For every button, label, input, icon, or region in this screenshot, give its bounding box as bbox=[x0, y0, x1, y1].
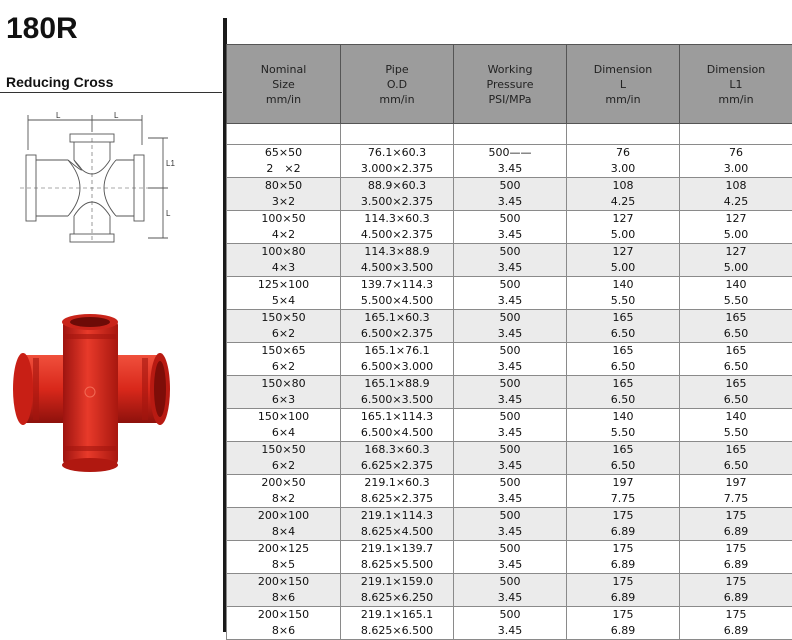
cell-nominal-size: 80×50 3×2 bbox=[227, 178, 341, 211]
cell-working-pressure: 500 3.45 bbox=[454, 541, 567, 574]
cell-working-pressure: 500—— 3.45 bbox=[454, 145, 567, 178]
cell-pipe-od: 114.3×88.9 4.500×3.500 bbox=[341, 244, 454, 277]
cell-dimension-l1: 108 4.25 bbox=[680, 178, 792, 211]
table-row bbox=[227, 508, 792, 541]
cell-dimension-l: 175 6.89 bbox=[567, 574, 680, 607]
cell-dimension-l: 165 6.50 bbox=[567, 442, 680, 475]
cell-working-pressure: 500 3.45 bbox=[454, 475, 567, 508]
cell-dimension-l1: 165 6.50 bbox=[680, 442, 792, 475]
cell-dimension-l1: 165 6.50 bbox=[680, 343, 792, 376]
table-row bbox=[227, 574, 792, 607]
cell-working-pressure: 500 3.45 bbox=[454, 310, 567, 343]
cell-pipe-od: 219.1×114.3 8.625×4.500 bbox=[341, 508, 454, 541]
table-header-row bbox=[227, 45, 792, 124]
cell-working-pressure: 500 3.45 bbox=[454, 574, 567, 607]
header-dimension-l: Dimension L mm/in bbox=[567, 45, 680, 124]
cell-nominal-size: 100×80 4×3 bbox=[227, 244, 341, 277]
cell-dimension-l1: 140 5.50 bbox=[680, 409, 792, 442]
cell-pipe-od: 76.1×60.3 3.000×2.375 bbox=[341, 145, 454, 178]
dim-label-l-bottom: L bbox=[166, 209, 171, 218]
cell-dimension-l1: 175 6.89 bbox=[680, 574, 792, 607]
product-name: Reducing Cross bbox=[6, 74, 113, 90]
cell-dimension-l1: 175 6.89 bbox=[680, 607, 792, 640]
table-row bbox=[227, 607, 792, 640]
cell-nominal-size: 150×50 6×2 bbox=[227, 442, 341, 475]
cell-nominal-size: 125×100 5×4 bbox=[227, 277, 341, 310]
table-row bbox=[227, 178, 792, 211]
cell-nominal-size: 200×125 8×5 bbox=[227, 541, 341, 574]
table-spacer-row bbox=[227, 124, 792, 145]
table-row bbox=[227, 409, 792, 442]
cell-working-pressure: 500 3.45 bbox=[454, 343, 567, 376]
cell-dimension-l1: 165 6.50 bbox=[680, 310, 792, 343]
cell-dimension-l1: 175 6.89 bbox=[680, 508, 792, 541]
dim-label-l-right: L bbox=[114, 111, 119, 120]
cell-pipe-od: 219.1×139.7 8.625×5.500 bbox=[341, 541, 454, 574]
cell-pipe-od: 165.1×88.9 6.500×3.500 bbox=[341, 376, 454, 409]
cell-dimension-l: 140 5.50 bbox=[567, 409, 680, 442]
cell-nominal-size: 150×65 6×2 bbox=[227, 343, 341, 376]
cell-pipe-od: 165.1×76.1 6.500×3.000 bbox=[341, 343, 454, 376]
cell-pipe-od: 219.1×60.3 8.625×2.375 bbox=[341, 475, 454, 508]
cell-dimension-l: 175 6.89 bbox=[567, 607, 680, 640]
title-underline bbox=[0, 92, 222, 93]
cell-dimension-l1: 127 5.00 bbox=[680, 211, 792, 244]
cell-pipe-od: 139.7×114.3 5.500×4.500 bbox=[341, 277, 454, 310]
cell-nominal-size: 200×100 8×4 bbox=[227, 508, 341, 541]
cross-dimension-diagram bbox=[8, 110, 183, 260]
table-row bbox=[227, 211, 792, 244]
cell-nominal-size: 200×150 8×6 bbox=[227, 574, 341, 607]
cell-working-pressure: 500 3.45 bbox=[454, 178, 567, 211]
table-row bbox=[227, 541, 792, 574]
cell-nominal-size: 200×150 8×6 bbox=[227, 607, 341, 640]
cell-nominal-size: 100×50 4×2 bbox=[227, 211, 341, 244]
cell-dimension-l: 127 5.00 bbox=[567, 244, 680, 277]
cell-dimension-l1: 140 5.50 bbox=[680, 277, 792, 310]
table-row bbox=[227, 442, 792, 475]
red-reducing-cross-image bbox=[8, 300, 173, 475]
cell-working-pressure: 500 3.45 bbox=[454, 376, 567, 409]
header-nominal-size: Nominal Size mm/in bbox=[227, 45, 341, 124]
cell-pipe-od: 165.1×114.3 6.500×4.500 bbox=[341, 409, 454, 442]
cell-pipe-od: 219.1×159.0 8.625×6.250 bbox=[341, 574, 454, 607]
table-row bbox=[227, 343, 792, 376]
cell-pipe-od: 88.9×60.3 3.500×2.375 bbox=[341, 178, 454, 211]
cell-working-pressure: 500 3.45 bbox=[454, 244, 567, 277]
header-dimension-l1: Dimension L1 mm/in bbox=[680, 45, 792, 124]
cell-pipe-od: 168.3×60.3 6.625×2.375 bbox=[341, 442, 454, 475]
cell-working-pressure: 500 3.45 bbox=[454, 211, 567, 244]
cell-nominal-size: 150×80 6×3 bbox=[227, 376, 341, 409]
cell-working-pressure: 500 3.45 bbox=[454, 409, 567, 442]
cell-pipe-od: 165.1×60.3 6.500×2.375 bbox=[341, 310, 454, 343]
cell-dimension-l: 175 6.89 bbox=[567, 541, 680, 574]
header-pipe-od: Pipe O.D mm/in bbox=[341, 45, 454, 124]
table-row bbox=[227, 145, 792, 178]
dim-label-l-left: L bbox=[56, 111, 61, 120]
cell-pipe-od: 219.1×165.1 8.625×6.500 bbox=[341, 607, 454, 640]
header-working-pressure: Working Pressure PSI/MPa bbox=[454, 45, 567, 124]
cell-dimension-l: 127 5.00 bbox=[567, 211, 680, 244]
table-row bbox=[227, 310, 792, 343]
cell-working-pressure: 500 3.45 bbox=[454, 508, 567, 541]
cell-dimension-l1: 127 5.00 bbox=[680, 244, 792, 277]
cell-dimension-l: 108 4.25 bbox=[567, 178, 680, 211]
table-row bbox=[227, 475, 792, 508]
cell-dimension-l1: 76 3.00 bbox=[680, 145, 792, 178]
cell-working-pressure: 500 3.45 bbox=[454, 607, 567, 640]
cell-dimension-l: 165 6.50 bbox=[567, 310, 680, 343]
table-row bbox=[227, 277, 792, 310]
cell-dimension-l1: 197 7.75 bbox=[680, 475, 792, 508]
cell-dimension-l: 175 6.89 bbox=[567, 508, 680, 541]
cell-dimension-l: 165 6.50 bbox=[567, 376, 680, 409]
cell-dimension-l1: 175 6.89 bbox=[680, 541, 792, 574]
dim-label-l1: L1 bbox=[166, 159, 175, 168]
cell-nominal-size: 150×50 6×2 bbox=[227, 310, 341, 343]
cell-working-pressure: 500 3.45 bbox=[454, 277, 567, 310]
table-row bbox=[227, 376, 792, 409]
cell-nominal-size: 150×100 6×4 bbox=[227, 409, 341, 442]
cell-dimension-l: 76 3.00 bbox=[567, 145, 680, 178]
cell-nominal-size: 65×50 2 ×2 bbox=[227, 145, 341, 178]
product-code: 180R bbox=[6, 12, 78, 46]
cell-working-pressure: 500 3.45 bbox=[454, 442, 567, 475]
cell-dimension-l: 197 7.75 bbox=[567, 475, 680, 508]
cell-pipe-od: 114.3×60.3 4.500×2.375 bbox=[341, 211, 454, 244]
cell-dimension-l: 140 5.50 bbox=[567, 277, 680, 310]
cell-dimension-l1: 165 6.50 bbox=[680, 376, 792, 409]
cell-nominal-size: 200×50 8×2 bbox=[227, 475, 341, 508]
dimension-table bbox=[226, 44, 792, 640]
table-row bbox=[227, 244, 792, 277]
cell-dimension-l: 165 6.50 bbox=[567, 343, 680, 376]
